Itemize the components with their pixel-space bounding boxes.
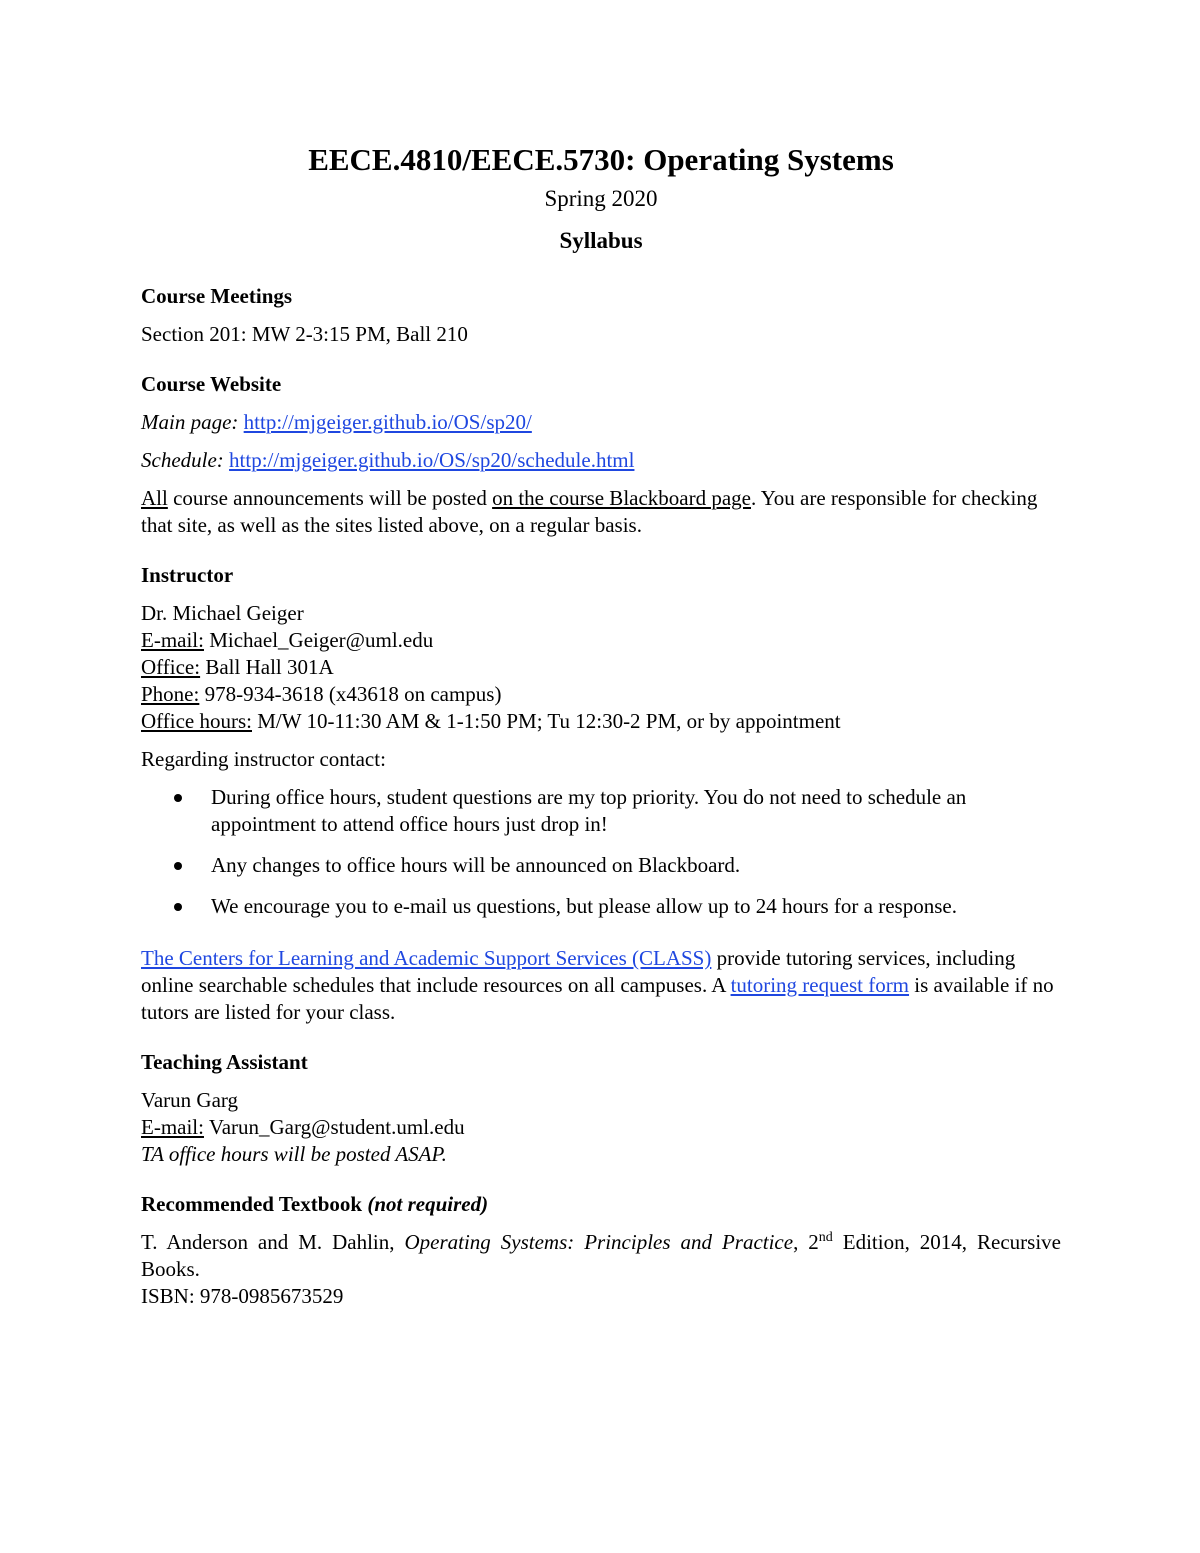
textbook-citation <box>141 1229 1061 1283</box>
ta-hours-note: TA office hours will be posted ASAP. <box>141 1142 447 1166</box>
main-page-link[interactable]: http://mjgeiger.github.io/OS/sp20/ <box>243 410 532 434</box>
class-link[interactable]: The Centers for Learning and Academic Support Services (CLASS) <box>141 946 712 970</box>
instructor-phone-label: Phone: <box>141 682 200 706</box>
announcements-paragraph <box>141 485 1061 539</box>
instructor-name: Dr. Michael Geiger <box>141 601 304 625</box>
meetings-heading: Course Meetings <box>141 284 293 308</box>
instructor-phone: 978-934-3618 (x43618 on campus) <box>199 682 502 706</box>
contact-bullet-list <box>141 784 1061 920</box>
bullet-text: During office hours, student questions are my top priority. You do not need to schedule an appointment to attend office hours just drop in! <box>211 785 967 836</box>
instructor-hours-label: Office hours: <box>141 709 252 733</box>
syllabus-page <box>141 140 1061 1310</box>
main-page-line <box>141 409 1061 436</box>
subtitle: Syllabus <box>559 228 643 253</box>
instructor-email: Michael_Geiger@uml.edu <box>203 628 434 652</box>
bullet-text: We encourage you to e-mail us questions, but please allow up to 24 hours for a response. <box>211 894 957 918</box>
announce-mid: course announcements will be posted <box>167 486 493 510</box>
instructor-heading: Instructor <box>141 563 234 587</box>
list-item <box>141 852 1061 879</box>
ta-email: Varun_Garg@student.uml.edu <box>203 1115 465 1139</box>
class-text-2: is available if no tutors are listed for your class. <box>141 973 1054 1024</box>
ta-email-label: E-mail: <box>141 1115 204 1139</box>
announce-end: . You are responsible for checking that site, as well as the sites listed above, on a regular basis. <box>141 486 1038 537</box>
ta-email-line <box>141 1114 1061 1141</box>
textbook-authors: T. Anderson and M. Dahlin, <box>141 1230 405 1254</box>
page-title: EECE.4810/EECE.5730: Operating Systems <box>308 142 894 177</box>
tutoring-request-link[interactable]: tutoring request form <box>730 973 910 997</box>
textbook-heading <box>141 1191 1061 1218</box>
list-item <box>141 893 1061 920</box>
bullet-icon <box>174 862 182 870</box>
instructor-email-label: E-mail: <box>141 628 204 652</box>
textbook-isbn: ISBN: 978-0985673529 <box>141 1284 344 1308</box>
class-text-1: provide tutoring services, including online searchable schedules that include resources on all campuses. A <box>141 946 1016 997</box>
bullet-icon <box>174 903 182 911</box>
instructor-office-line <box>141 654 1061 681</box>
textbook-edition-num: , 2 <box>793 1230 819 1254</box>
blackboard-reference: on the course Blackboard page <box>492 486 751 510</box>
textbook-heading-note: (not required) <box>367 1192 489 1216</box>
instructor-office: Ball Hall 301A <box>200 655 334 679</box>
schedule-line <box>141 447 1061 474</box>
textbook-heading-text: Recommended Textbook <box>141 1192 368 1216</box>
bullet-icon <box>174 794 182 802</box>
website-heading: Course Website <box>141 372 282 396</box>
term: Spring 2020 <box>544 186 658 211</box>
textbook-title: Operating Systems: Principles and Practice <box>404 1230 794 1254</box>
meetings-text: Section 201: MW 2-3:15 PM, Ball 210 <box>141 322 468 346</box>
class-paragraph <box>141 945 1061 1026</box>
contact-intro: Regarding instructor contact: <box>141 747 386 771</box>
textbook-edition-sup: nd <box>818 1230 833 1245</box>
main-page-label: Main page: <box>141 410 239 434</box>
bullet-text: Any changes to office hours will be announced on Blackboard. <box>211 853 741 877</box>
instructor-office-label: Office: <box>141 655 201 679</box>
ta-name: Varun Garg <box>141 1088 239 1112</box>
instructor-hours: M/W 10-11:30 AM & 1-1:50 PM; Tu 12:30-2 PM, or by appointment <box>252 709 841 733</box>
schedule-link[interactable]: http://mjgeiger.github.io/OS/sp20/schedule.html <box>229 448 635 472</box>
list-item <box>141 784 1061 838</box>
textbook-edition-rest: Edition, 2014, Recursive Books. <box>141 1230 1061 1281</box>
instructor-hours-line <box>141 708 1061 735</box>
instructor-email-line <box>141 627 1061 654</box>
schedule-label: Schedule: <box>141 448 224 472</box>
announce-all: All <box>141 486 168 510</box>
ta-heading: Teaching Assistant <box>141 1050 308 1074</box>
instructor-phone-line <box>141 681 1061 708</box>
